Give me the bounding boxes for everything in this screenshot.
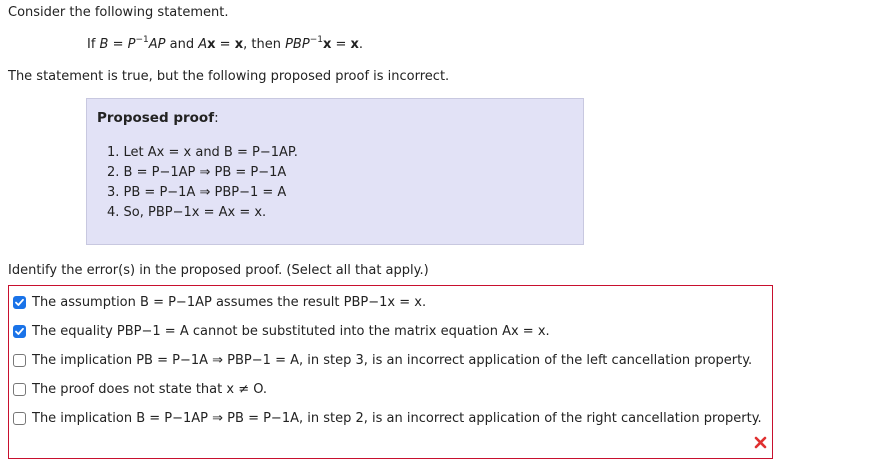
checkbox-5[interactable] — [13, 412, 26, 425]
proof-step-2: 2. B = P−1AP ⇒ PB = P−1A — [107, 165, 287, 180]
checkbox-1[interactable] — [13, 296, 26, 309]
proof-step-3: 3. PB = P−1A ⇒ PBP−1 = A — [107, 185, 287, 200]
proof-step-1: 1. Let Ax = x and B = P−1AP. — [107, 145, 298, 160]
incorrect-x-icon — [754, 436, 767, 449]
option-4-label: The proof does not state that x ≠ O. — [32, 382, 268, 397]
checkbox-3[interactable] — [13, 354, 26, 367]
option-3-label: The implication PB = P−1A ⇒ PBP−1 = A, in step 3, is an incorrect application of the left cancellation property. — [32, 353, 753, 368]
proof-title: Proposed proof: — [97, 110, 219, 126]
answer-options-group — [8, 285, 773, 459]
checkbox-2[interactable] — [13, 325, 26, 338]
option-5-label: The implication B = P−1AP ⇒ PB = P−1A, in step 2, is an incorrect application of the right cancellation property. — [32, 411, 762, 426]
intro-text: Consider the following statement. — [8, 5, 229, 20]
proof-step-4: 4. So, PBP−1x = Ax = x. — [107, 205, 267, 220]
statement-status-text: The statement is true, but the following proposed proof is incorrect. — [8, 69, 450, 84]
check-icon — [14, 297, 25, 308]
check-icon — [14, 326, 25, 337]
question-text: Identify the error(s) in the proposed proof. (Select all that apply.) — [8, 263, 429, 278]
proposed-proof-box — [86, 98, 584, 245]
statement-line: If $B = P^{-1}AP$ and Ax = x, then $PBP^{-1}x = x$. — [87, 35, 364, 52]
checkbox-4[interactable] — [13, 383, 26, 396]
option-1-label: The assumption B = P−1AP assumes the result PBP−1x = x. — [32, 295, 427, 310]
option-2-label: The equality PBP−1 = A cannot be substituted into the matrix equation Ax = x. — [32, 324, 550, 339]
